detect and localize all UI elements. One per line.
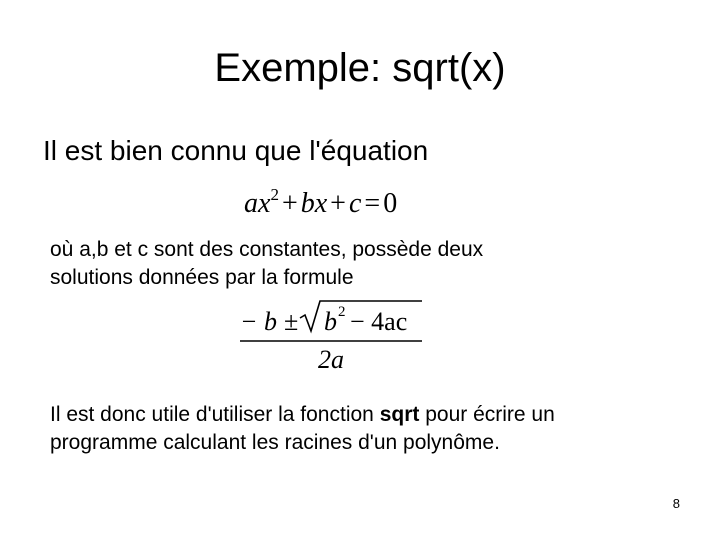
formula-minus-b: − b	[240, 307, 278, 336]
quadratic-equation	[244, 184, 397, 224]
paragraph-text: Il est donc utile d'utiliser la fonction	[50, 403, 380, 426]
paragraph-line: solutions données par la formule	[50, 266, 354, 289]
formula-exponent: 2	[338, 304, 346, 320]
eq-term-x2: x	[314, 188, 328, 219]
eq-term-b: b	[300, 188, 315, 219]
eq-plus: +	[281, 188, 298, 219]
paragraph-sqrt-usage	[50, 401, 555, 457]
paragraph-line: programme calculant les racines d'un polynôme.	[50, 431, 500, 454]
eq-term-a: a	[244, 188, 258, 219]
paragraph-line: où a,b et c sont des constantes, possède deux	[50, 238, 484, 261]
intro-text: Il est bien connu que l'équation	[43, 135, 429, 166]
eq-exponent: 2	[270, 185, 279, 204]
page-number: 8	[672, 496, 680, 511]
quadratic-formula	[238, 296, 428, 376]
sqrt-keyword: sqrt	[379, 403, 420, 426]
eq-term-c: c	[348, 188, 362, 219]
paragraph-text: pour écrire un	[419, 403, 555, 426]
paragraph-line	[50, 401, 555, 429]
eq-plus: +	[330, 188, 346, 219]
formula-b: b	[324, 307, 337, 336]
formula-denominator: 2a	[318, 345, 344, 374]
eq-equals: =	[364, 188, 381, 219]
paragraph-constants	[50, 236, 483, 292]
slide-title: Exemple: sqrt(x)	[214, 46, 506, 90]
formula-plus-minus: ±	[284, 307, 299, 336]
eq-term-x: x	[258, 188, 271, 219]
eq-zero: 0	[383, 188, 398, 219]
formula-minus-4ac: − 4ac	[350, 307, 408, 336]
